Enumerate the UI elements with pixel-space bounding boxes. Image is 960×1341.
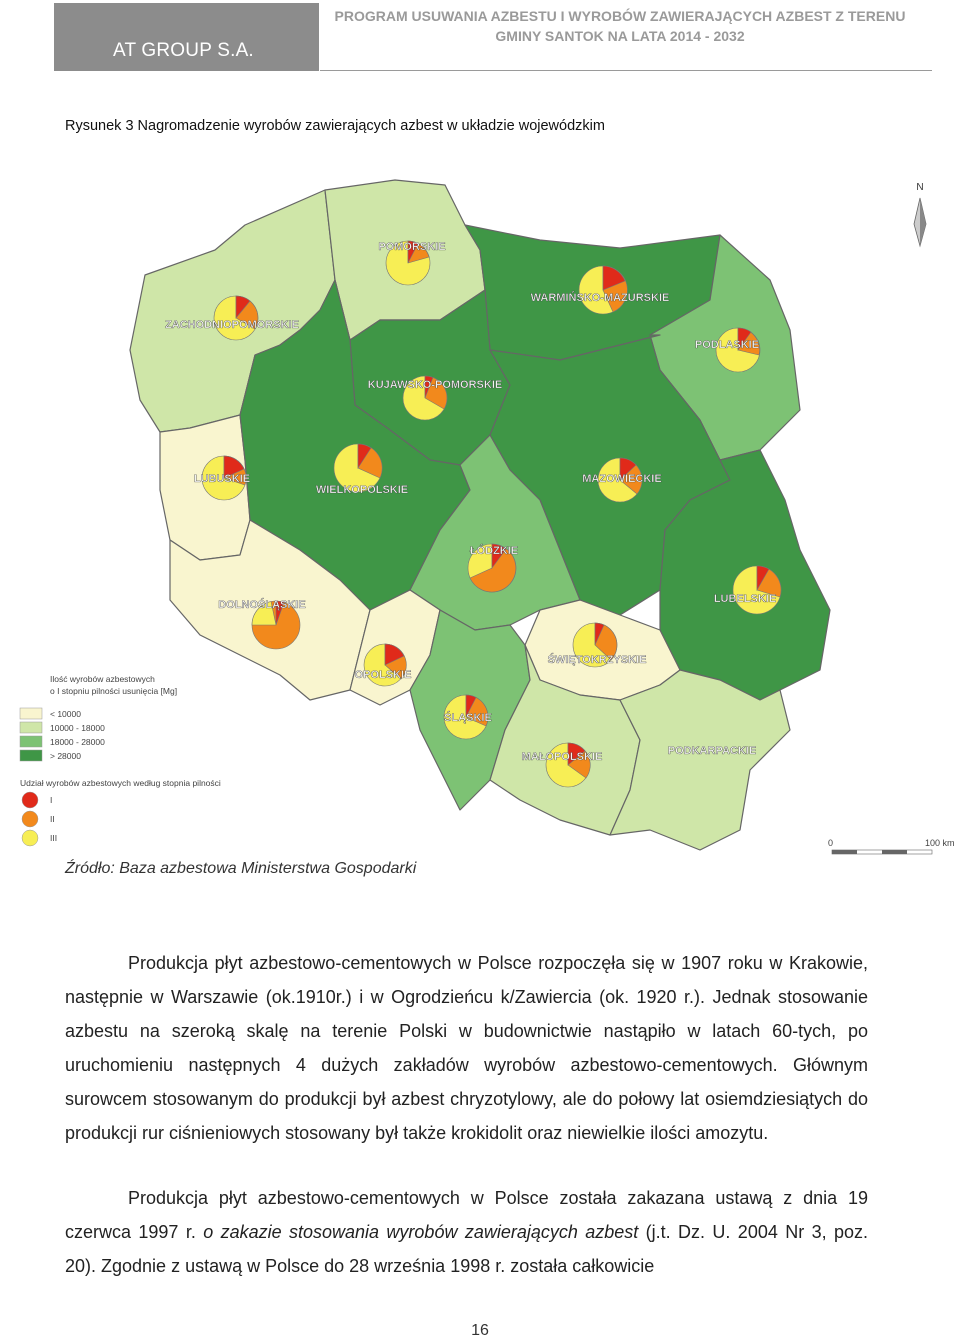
pie-lubelskie xyxy=(733,566,781,614)
label-slaskie: ŚLĄSKIE xyxy=(444,712,492,724)
label-dolnoslaskie: DOLNOŚLĄSKIE xyxy=(218,599,306,611)
scale-start: 0 xyxy=(828,838,834,848)
legend-class-2: 10000 - 18000 xyxy=(50,723,105,733)
label-warminsko-mazurskie: WARMIŃSKO-MAZURSKIE xyxy=(530,292,670,304)
page-number: 16 xyxy=(471,1322,489,1339)
pie-warminsko-mazurskie xyxy=(579,266,627,314)
figure-caption: Rysunek 3 Nagromadzenie wyrobów zawierających azbest w układzie wojewódzkim xyxy=(65,118,605,134)
label-zachodniopomorskie: ZACHODNIOPOMORSKIE xyxy=(165,319,299,331)
legend-class-3: 18000 - 28000 xyxy=(50,737,105,747)
pie-malopolskie xyxy=(546,743,590,787)
legend-swatch-1 xyxy=(20,708,42,719)
legend-swatch-2 xyxy=(20,722,42,733)
body-paragraph-2 xyxy=(65,1181,868,1283)
paragraph-1-text: Produkcja płyt azbestowo-cementowych w Polsce rozpoczęła się w 1907 roku w Krakowie, następnie w Warszawie (ok.1910r.) i w Ogrodzieńcu k/Zawiercia (ok. 1920 r.). Jednak stosowanie azbestu na szeroką skalę na terenie Polski w budownictwie nastąpiło w latach 60-tych, po uruchomieniu następnych 4 dużych zakładów wyrobów azbestowo-cementowych. Głównym surowcem stosowanym do produkcji był azbest chryzotylowy, ale do połowy lat osiemdziesiątych do produkcji rur ciśnieniowych stosowany był także krokidolit oraz niewielkie ilości amozytu. xyxy=(65,953,868,1143)
legend-urgency-2: II xyxy=(50,814,55,824)
program-title xyxy=(320,6,920,46)
label-pomorskie: POMORSKIE xyxy=(378,241,446,253)
label-kujawsko-pomorskie: KUJAWSKO-POMORSKIE xyxy=(367,379,503,391)
north-arrow xyxy=(914,182,926,246)
label-lodzkie: ŁÓDZKIE xyxy=(469,545,519,557)
label-malopolskie: MAŁOPOLSKIE xyxy=(521,751,603,763)
label-mazowieckie: MAZOWIECKIE xyxy=(582,473,662,485)
label-podlaskie: PODLASKIE xyxy=(694,339,760,351)
legend-class-1: < 10000 xyxy=(50,709,81,719)
paragraph-2-part-2: (j.t. Dz. U. 2004 Nr 3, poz. 20). Zgodnie z ustawą w Polsce do 28 września 1998 r. została całkowicie xyxy=(65,1222,869,1276)
figure-source: Źródło: Baza azbestowa Ministerstwa Gospodarki xyxy=(65,860,417,877)
label-wielkopolskie: WIELKOPOLSKIE xyxy=(315,484,409,496)
poland-voivodeship-map xyxy=(0,170,960,860)
legend-swatch-3 xyxy=(20,736,42,747)
label-podkarpackie: PODKARPACKIE xyxy=(667,745,757,757)
label-opolskie: OPOLSKIE xyxy=(354,669,412,681)
north-label: N xyxy=(916,182,924,193)
company-name: AT GROUP S.A. xyxy=(113,40,254,61)
legend-urgency-dot-1 xyxy=(22,792,38,808)
program-title-line-1: PROGRAM USUWANIA AZBESTU I WYROBÓW ZAWIERAJĄCYCH AZBEST Z TERENU xyxy=(334,8,906,24)
paragraph-2-italic-act: o zakazie stosowania wyrobów zawierających azbest xyxy=(203,1222,639,1242)
label-swietokrzyskie: ŚWIĘTOKRZYSKIE xyxy=(547,654,647,666)
scale-bar xyxy=(828,838,955,854)
pie-zachodniopomorskie xyxy=(214,296,258,340)
paragraph-2-text xyxy=(65,1181,868,1283)
program-title-line-2: GMINY SANTOK NA LATA 2014 - 2032 xyxy=(495,28,745,44)
legend-swatch-4 xyxy=(20,750,42,761)
header-rule xyxy=(320,70,932,71)
body-paragraph-1 xyxy=(65,946,868,1150)
label-lubuskie: LUBUSKIE xyxy=(193,473,251,485)
legend-urgency-title: Udział wyrobów azbestowych według stopnia pilności xyxy=(20,778,221,788)
legend-urgency-dot-3 xyxy=(22,830,38,846)
paragraph-2-part-1: Produkcja płyt azbestowo-cementowych w Polsce została zakazana ustawą z dnia 19 czerwca 1997 r. xyxy=(65,1188,868,1242)
legend-urgency-1: I xyxy=(50,795,53,805)
legend-title-line-2: o I stopniu pilności usunięcia [Mg] xyxy=(50,686,178,696)
legend-title-line-1: Ilość wyrobów azbestowych xyxy=(50,674,155,684)
legend-class-4: > 28000 xyxy=(50,751,81,761)
label-lubelskie: LUBELSKIE xyxy=(713,593,777,605)
legend-urgency-dot-2 xyxy=(22,811,38,827)
map-legend xyxy=(20,674,221,846)
scale-end: 100 km xyxy=(925,838,955,848)
legend-urgency-3: III xyxy=(50,833,58,843)
